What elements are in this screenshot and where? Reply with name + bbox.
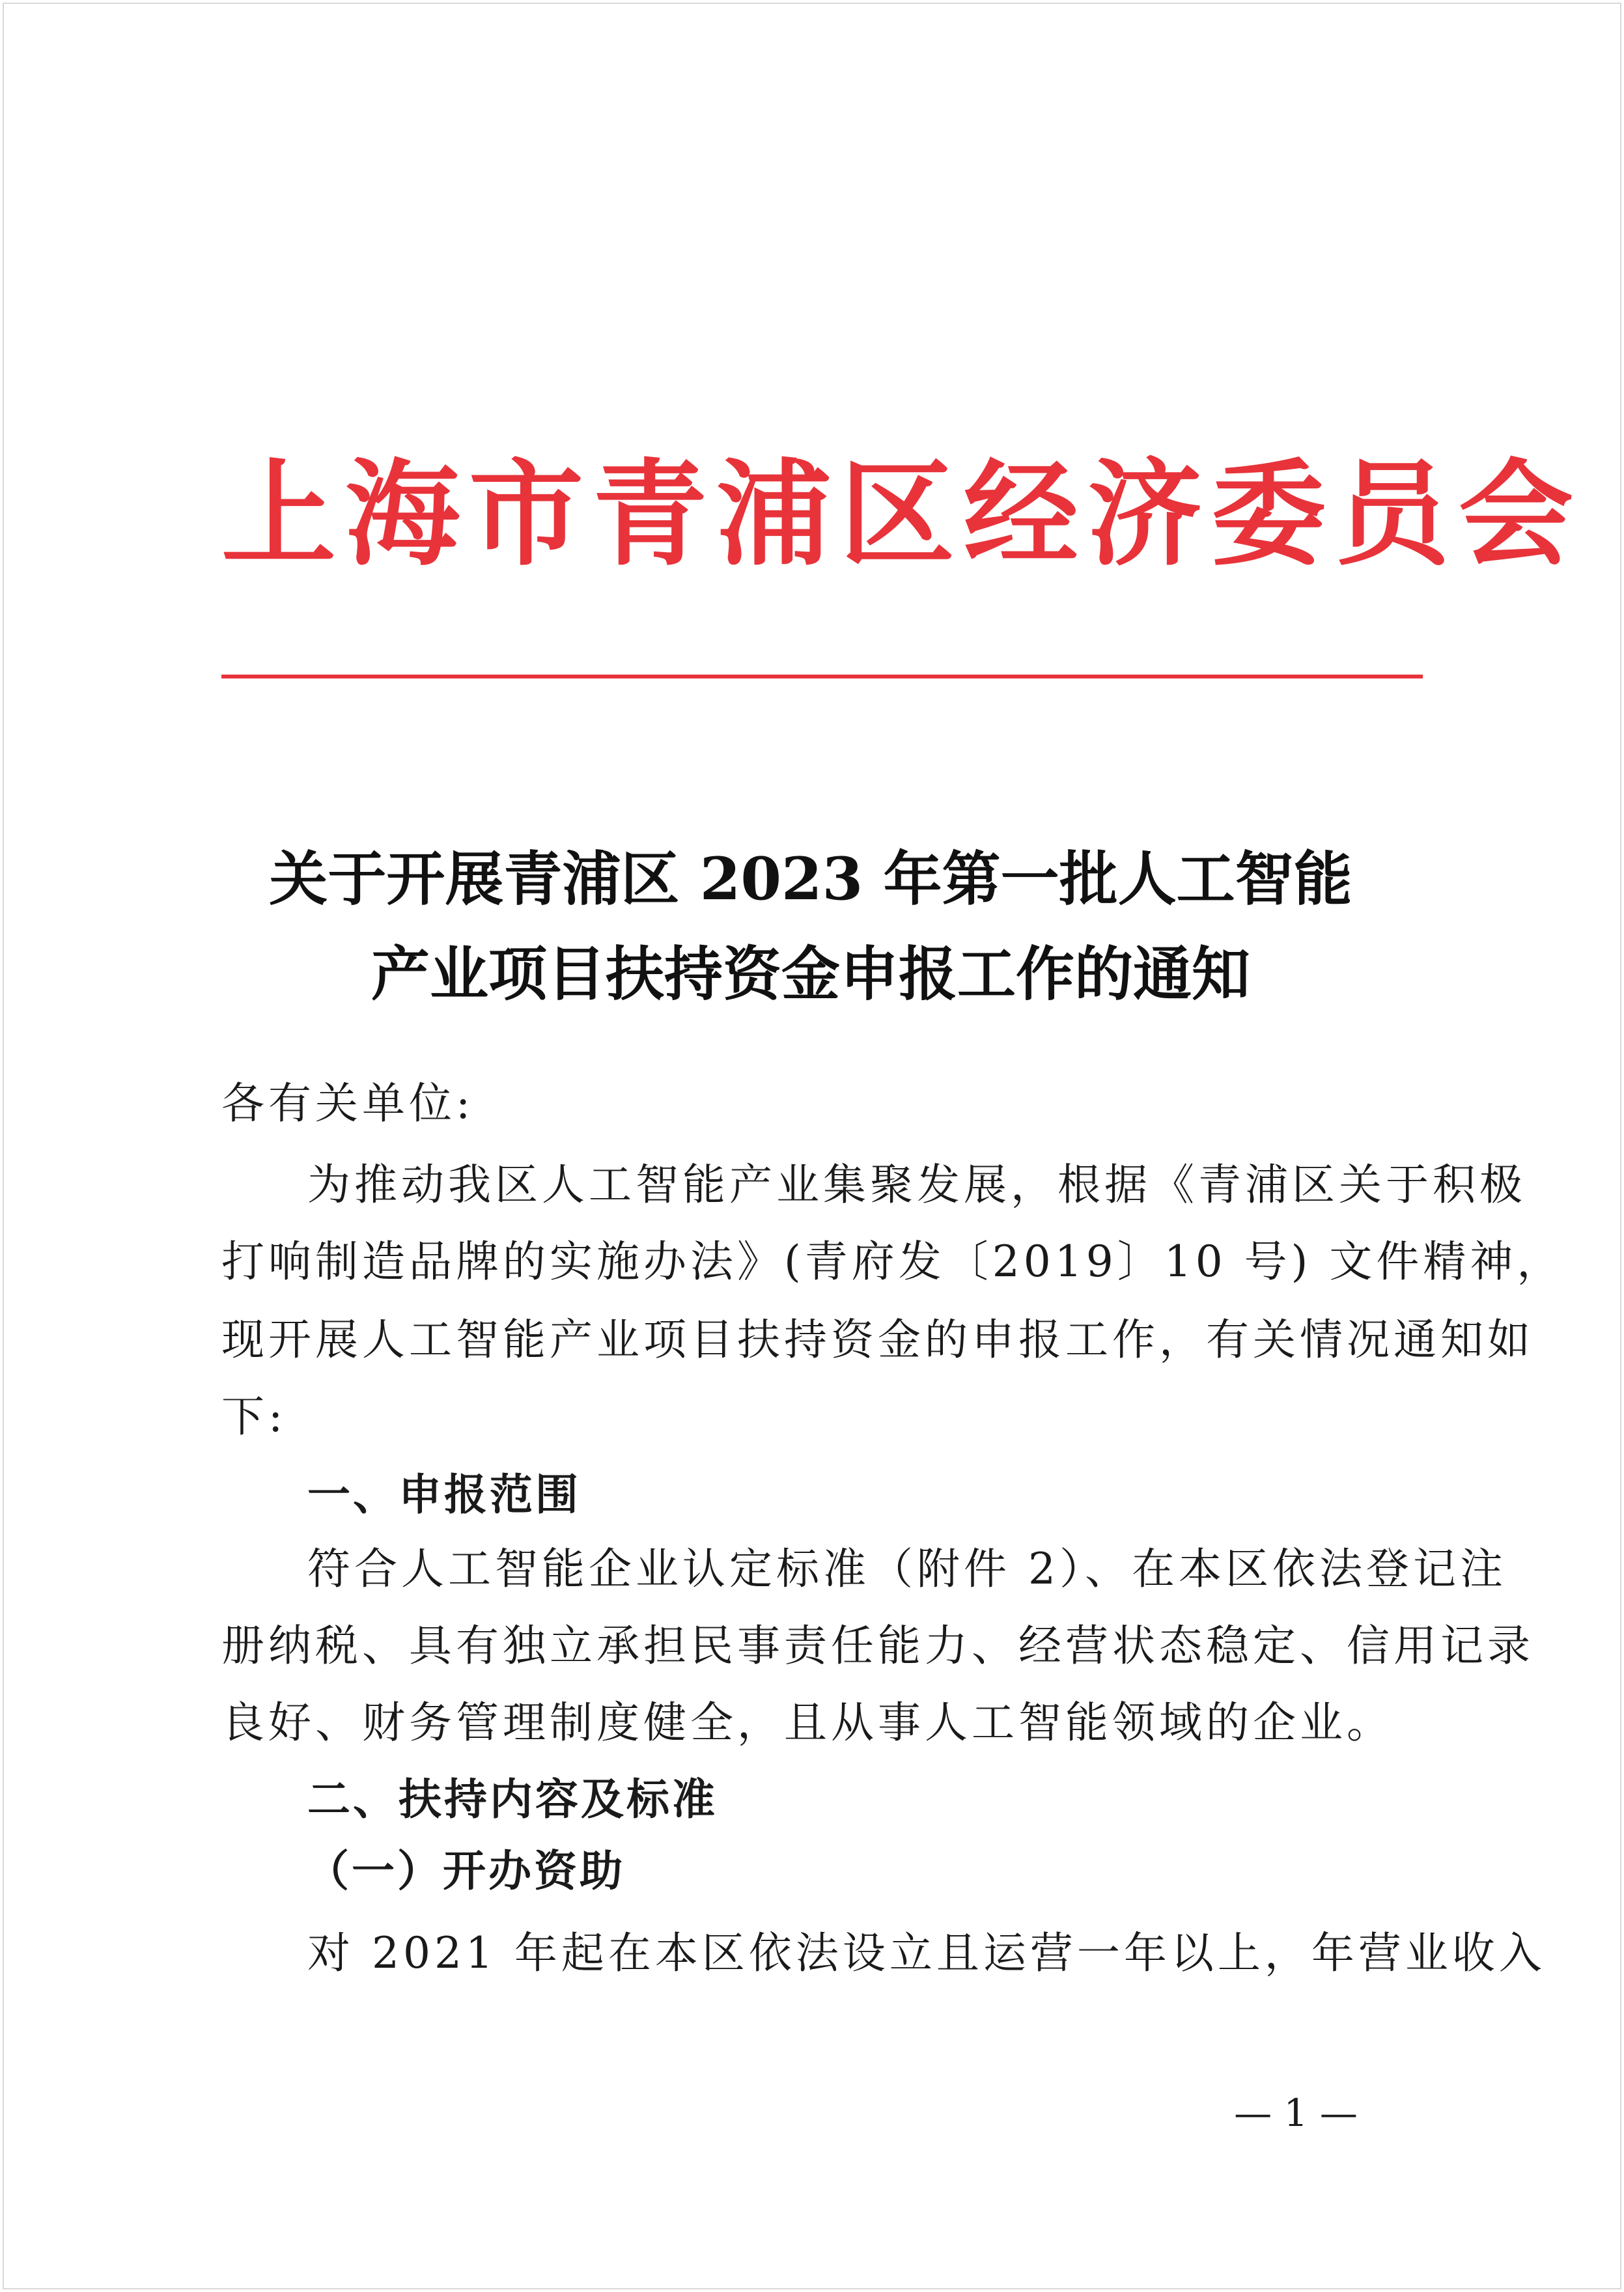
section-2-line: 对 2021 年起在本区依法设立且运营一年以上，年营业收入 bbox=[307, 1928, 1546, 1978]
issuing-organization-header: 上海市青浦区经济委员会 bbox=[221, 447, 1583, 581]
intro-paragraph-line: 下: bbox=[221, 1391, 287, 1442]
section-1-line: 符合人工智能企业认定标准（附件 2）、在本区依法登记注 bbox=[307, 1544, 1507, 1594]
section-1-heading: 一、申报范围 bbox=[307, 1470, 581, 1520]
section-1-line: 良好、财务管理制度健全，且从事人工智能领域的企业。 bbox=[221, 1698, 1393, 1748]
intro-paragraph-line: 现开展人工智能产业项目扶持资金的申报工作，有关情况通知如 bbox=[221, 1315, 1534, 1365]
document-title-line-2: 产业项目扶持资金申报工作的通知 bbox=[371, 940, 1250, 1009]
page-number: — 1 — bbox=[1234, 2091, 1358, 2135]
intro-paragraph-line: 打响制造品牌的实施办法》(青府发〔2019〕10 号) 文件精神， bbox=[221, 1237, 1564, 1287]
section-2-subheading: （一）开办资助 bbox=[306, 1846, 625, 1896]
document-title-line-1: 关于开展青浦区 2023 年第一批人工智能 bbox=[269, 845, 1352, 914]
section-2-heading: 二、扶持内容及标准 bbox=[307, 1774, 718, 1824]
section-1-line: 册纳税、具有独立承担民事责任能力、经营状态稳定、信用记录 bbox=[221, 1621, 1534, 1671]
red-separator-line bbox=[221, 675, 1423, 678]
intro-paragraph-line: 为推动我区人工智能产业集聚发展，根据《青浦区关于积极 bbox=[307, 1160, 1526, 1210]
salutation: 各有关单位: bbox=[221, 1078, 475, 1128]
